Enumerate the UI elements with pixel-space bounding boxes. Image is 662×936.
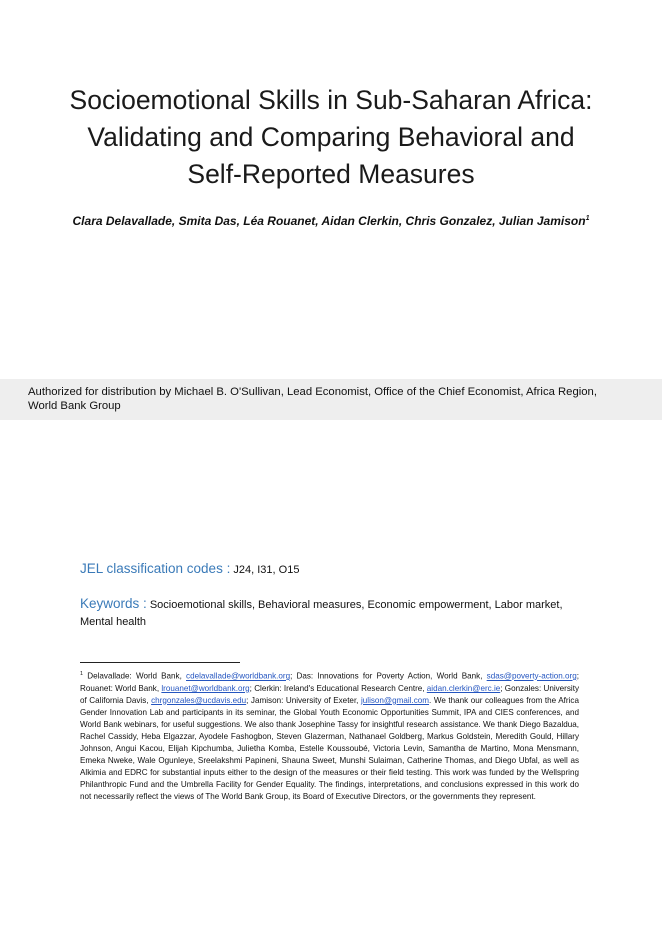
keywords: [80, 595, 580, 631]
jel-label: JEL classification codes :: [80, 561, 231, 576]
jel-values: J24, I31, O15: [233, 564, 300, 576]
email-link[interactable]: chrgonzales@ucdavis.edu: [151, 695, 247, 705]
distribution-banner: [0, 379, 662, 420]
footnote-text: . We thank our colleagues from the Africa Gender Innovation Lab and participants in its seminar, the Global Youth Economic Opportunities Summit, IPA and CIES conferences, and World Bank webinars, for useful suggestions. We also thank Josephine Tassy for insightful research assistance. We thank Diego Bazaldua, Rachel Cassidy, Heba Elgazzar, Ayodele Fashogbon, Steven Glazerman, Nathanael Goldberg, Markus Goldstein, Meredith Gould, Hillary Johnson, Angui Kacou, Elijah Kipchumba, Julietha Komba, Estelle Koussoubé, Victoria Levin, Samantha de Martino, Mona Mensmann, Emeka Nweke, Wale Ogunleye, Sreelakshmi Papineni, Shauna Sweet, Munshi Sulaiman, Catherine Thomas, and Diego Ubfal, as well as Alkimia and EDRC for substantial inputs either to the design of the measures or their field testing. This work was funded by the Wellspring Philanthropic Fund and the Umbrella Facility for Gender Equality. The findings, interpretations, and conclusions expressed in this work do not necessarily reflect the views of The World Bank Group, its Board of Executive Directors, or the governments they represent.: [80, 695, 579, 802]
author-names: Clara Delavallade, Smita Das, Léa Rouanet, Aidan Clerkin, Chris Gonzalez, Julian Jamison: [72, 214, 586, 228]
keywords-label: Keywords :: [80, 596, 147, 611]
email-link[interactable]: aidan.clerkin@erc.ie: [426, 683, 501, 693]
footnote-text: ; Clerkin: Ireland's Educational Research Centre,: [249, 683, 427, 693]
email-link[interactable]: cdelavallade@worldbank.org: [186, 671, 291, 681]
footnote-text: ; Das: Innovations for Poverty Action, World Bank,: [290, 671, 487, 681]
footnote-text: ; Rouanet: World Bank,: [80, 671, 579, 693]
title-line-1: Socioemotional Skills in Sub-Saharan Africa:: [69, 85, 593, 115]
footnote-mark: 1: [80, 671, 84, 677]
email-link[interactable]: sdas@poverty-action.org: [486, 671, 577, 681]
distribution-text: Authorized for distribution by Michael B. O'Sullivan, Lead Economist, Office of the Chief Economist, Africa Region, World Bank Group: [28, 386, 597, 412]
title-line-3: Self-Reported Measures: [187, 159, 475, 189]
footnote-text: ; Gonzales: University of California Davis,: [80, 683, 580, 705]
footnote-divider: [80, 662, 240, 663]
paper-title: [60, 82, 602, 193]
email-link[interactable]: lrouanet@worldbank.org: [161, 683, 250, 693]
jel-codes: [80, 561, 299, 576]
author-list: [40, 214, 622, 228]
footnote-text: Delavallade: World Bank,: [87, 671, 187, 681]
author-footnote-mark: 1: [585, 215, 590, 222]
email-link[interactable]: julison@gmail.com: [360, 695, 430, 705]
title-line-2: Validating and Comparing Behavioral and: [87, 122, 575, 152]
footnote-text: ; Jamison: University of Exeter,: [246, 695, 361, 705]
keywords-values: Socioemotional skills, Behavioral measures, Economic empowerment, Labor market, Mental health: [80, 599, 563, 628]
footnote: [80, 668, 579, 803]
